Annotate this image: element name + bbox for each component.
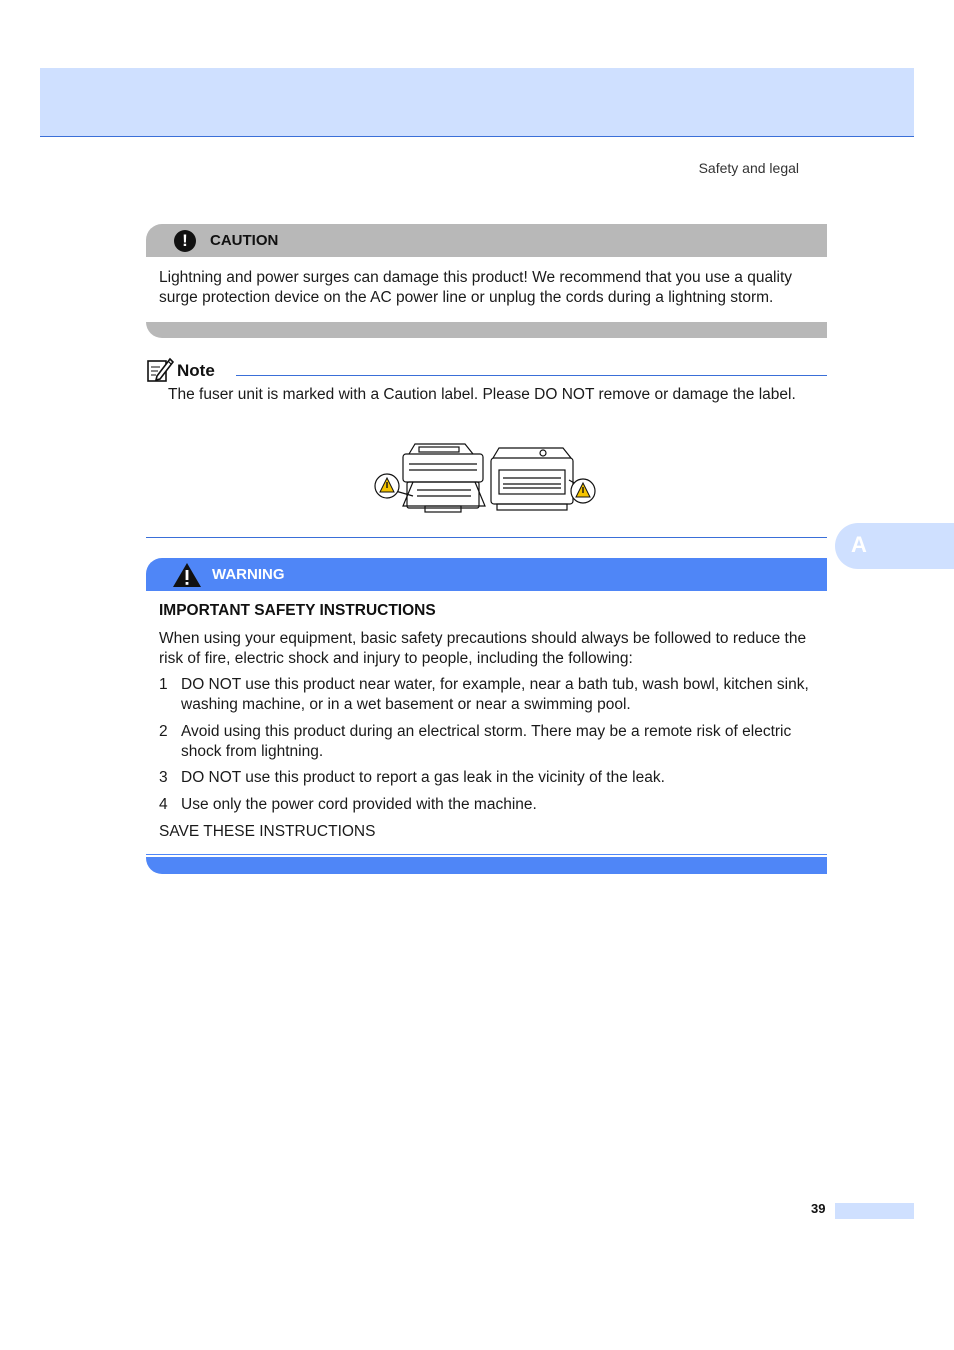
caution-label-right-icon <box>571 479 595 503</box>
list-item-text: DO NOT use this product near water, for example, near a bath tub, wash bowl, kitchen sink, washing machine, or in a wet basement or near a swimming pool. <box>181 676 809 713</box>
save-instructions-text: SAVE THESE INSTRUCTIONS <box>159 823 376 840</box>
warning-footer-rule <box>146 854 827 855</box>
safety-instructions-heading: IMPORTANT SAFETY INSTRUCTIONS <box>159 602 436 619</box>
caution-text: Lightning and power surges can damage this product! We recommend that you use a quality surge protection device on the AC power line or unplug the cords during a lightning storm. <box>159 269 793 306</box>
note-bottom-rule <box>146 537 827 538</box>
caution-header <box>146 224 827 257</box>
pencil-note-icon <box>146 356 174 384</box>
machine-fuser-illustration <box>373 440 599 516</box>
caution-title: CAUTION <box>210 232 279 249</box>
exclamation-circle-icon: ! <box>174 230 196 252</box>
note-rule <box>236 375 827 376</box>
running-head: Safety and legal <box>698 160 799 176</box>
machine-front-drawing <box>385 444 485 512</box>
page-number: 39 <box>811 1201 826 1216</box>
machine-rear-drawing <box>491 448 583 510</box>
chapter-letter: A <box>851 532 867 557</box>
warning-triangle-icon <box>172 562 202 588</box>
header-band <box>40 68 914 137</box>
warning-title: WARNING <box>212 566 285 583</box>
safety-intro-text: When using your equipment, basic safety precautions should always be followed to reduce the risk of fire, electric shock and injury to people, including the following: <box>159 630 807 667</box>
warning-header <box>146 558 827 591</box>
note-title: Note <box>177 361 215 380</box>
list-item-text: Use only the power cord provided with the machine. <box>181 796 537 813</box>
list-item-text: Avoid using this product during an electrical storm. There may be a remote risk of electric shock from lightning. <box>181 723 792 760</box>
list-item-number: 2 <box>159 723 168 740</box>
list-item-number: 3 <box>159 769 168 786</box>
page-number-tab <box>835 1203 914 1219</box>
chapter-side-tab <box>835 523 954 569</box>
list-item-text: DO NOT use this product to report a gas leak in the vicinity of the leak. <box>181 769 665 786</box>
warning-footer-bar <box>146 857 827 874</box>
note-text: The fuser unit is marked with a Caution label. Please DO NOT remove or damage the label. <box>168 386 796 403</box>
caution-footer-bar <box>146 322 827 338</box>
list-item-number: 1 <box>159 676 168 693</box>
list-item-number: 4 <box>159 796 168 813</box>
caution-label-left-icon <box>375 474 399 498</box>
